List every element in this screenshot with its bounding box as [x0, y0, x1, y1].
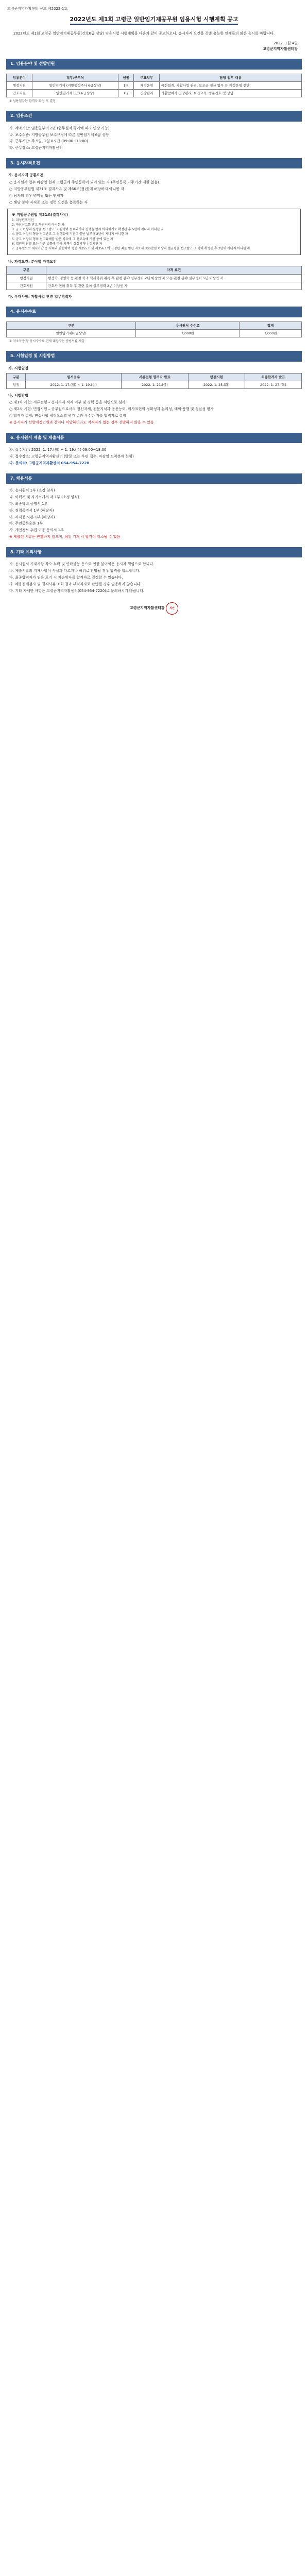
section-header-8: 8. 기타 유의사항 — [6, 547, 302, 557]
list-item: 3. 금고 이상의 실형을 선고받고 그 집행이 종료되거나 집행을 받지 아니하기로 확정된 후 5년이 지나지 아니한 자 — [12, 228, 164, 232]
documents-list — [6, 488, 302, 540]
disqualification-box: ※ 지방공무원법 제31조(결격사유) 1. 피성년후견인 2. 파산선고를 받고 복권되지 아니한 자 3. 금고 이상의 실형을 선고받고 그 집행이 종료되거나 집행을 받지 아니하기로 확정된 후 5년이 지나지 아니한 자 4. 금고 이상의 형을 선고받고 그 집행유예 기간이 끝난 날부터 2년이 지나지 아니한 자 5. 금고 이상의 형의 선고유예를 받은 경우에 그 선고유예 기간 중에 있는 자 6. 법원의 판결 또는 다른 법률에 따라 자격이 상실되거나 정지된 자 7. 공무원으로 재직기간 중 직무와 관련하여 형법 제355조 및 제356조에 규정된 죄를 범한 자로서 300만원 이상의 벌금형을 선고받고 그 형이 확정된 후 2년이 지나지 아니한 자 — [7, 209, 301, 255]
list-item: 2. 파산선고를 받고 복권되지 아니한 자 — [12, 223, 65, 227]
list-item: ○ 해당 분야 자격증 또는 경력 요건을 충족하는 자 — [9, 200, 88, 205]
table-header: 주요업무 — [134, 74, 160, 81]
list-item: 가. 접수기간: 2022. 1. 17.(월) ~ 1. 19.(수) 09:00~18:00 — [9, 448, 107, 452]
list-item: 마. 자격증 사본 1부 (해당자) — [9, 515, 55, 519]
list-item: 바. 주민등록초본 1부 — [9, 521, 43, 526]
list-item: 가. 응시원서 기재사항 착오·누락 및 연락불능 등으로 인한 불이익은 응시자 책임으로 합니다. — [9, 562, 155, 567]
list-item: 5. 금고 이상의 형의 선고유예를 받은 경우에 그 선고유예 기간 중에 있는 자 — [12, 237, 113, 241]
table-header: 면접시험 — [188, 373, 245, 381]
list-item: 다. 최종학력 증명서 1부 — [9, 501, 48, 506]
table-header: 인원 — [118, 74, 134, 81]
footer-signature — [6, 602, 302, 615]
list-item: ○ 지방공무원법 제31조 결격사유 및 제66조(정년)에 해당하지 아니한 자 — [9, 187, 124, 192]
list-item: 라. 근무장소: 고령군지역자활센터 — [9, 146, 63, 150]
list-item: 가. 응시원서 1부 (소정 양식) — [9, 488, 55, 493]
apply-list — [6, 447, 302, 466]
list-item: 가. 계약기간: 임용일부터 2년 (업무실적 평가에 따라 연장 가능) — [9, 126, 110, 130]
table-header: 담당 업무 내용 — [160, 74, 302, 81]
footer-agency: 고령군지역자활센터장 — [129, 605, 165, 610]
table-header: 구분 — [7, 321, 136, 329]
list-item: ○ 응시원서 접수 마감일 현재 고령군에 주민등록이 되어 있는 자 (주민등록 거주기간 제한 없음) — [9, 180, 159, 185]
list-item: 1. 피성년후견인 — [12, 218, 34, 222]
conditions-list — [6, 126, 302, 151]
table-note: ※ 임용일자는 합격자 확정 후 결정 — [9, 99, 56, 103]
table-row: 일정 2022. 1. 17.(월) ~ 1. 19.(수) 2022. 1. 21.(금) 2022. 1. 25.(화) 2022. 1. 27.(목) — [7, 381, 302, 388]
section-header-7: 7. 채용서류 — [6, 473, 302, 484]
section-header-1: 1. 임용분야 및 선발인원 — [6, 59, 302, 69]
list-item: 마. 기타 자세한 사항은 고령군지역자활센터(054-954-7220)로 문의하시기 바랍니다. — [9, 588, 145, 593]
list-item: 4. 금고 이상의 형을 선고받고 그 집행유예 기간이 끝난 날부터 2년이 지나지 아니한 자 — [12, 232, 128, 236]
notes-list — [6, 562, 302, 594]
subheading: 나. 자격요건: 분야별 자격요건 — [8, 259, 57, 264]
list-item: ○ 남자의 경우 병역필 또는 면제자 — [9, 193, 64, 198]
list-item: 나. 보수수준: 지방공무원 보수규정에 따른 일반임기제 6급 상당 — [9, 132, 109, 137]
list-item: 다. 최종합격자가 임용 포기 시 차순위자를 합격자로 결정할 수 있습니다. — [9, 575, 123, 580]
qualification-table — [6, 266, 302, 290]
list-item: 라. 경력증명서 1부 (해당자) — [9, 508, 54, 513]
list-item: 나. 접수장소: 고령군지역자활센터 (방문 또는 우편 접수, 마감일 도착분에 한함) — [9, 454, 134, 459]
lead-paragraph: 2022년도 제1회 고령군 일반임기제공무원(간호6급 상당) 임용시험 시행계획을 다음과 같이 공고하오니, 응시자격 요건을 갖춘 유능한 인재들의 많은 응시를 바랍니다. — [13, 31, 275, 36]
section-header-2: 2. 임용조건 — [6, 111, 302, 121]
document-title: 2022년도 제1회 고령군 일반임기제공무원 임용시험 시행계획 공고 — [6, 15, 302, 24]
fee-table — [6, 321, 302, 337]
notice-document — [6, 0, 302, 625]
table-header: 서류전형 합격자 발표 — [121, 373, 188, 381]
notice-date: 2022. 1월 4일 — [273, 41, 298, 45]
table-row: 간호지원 일반임기제 (간호6급상당) 1명 건강관리 자활참여자 건강관리, 보건교육, 방문간호 및 상담 — [7, 89, 302, 97]
list-item: 7. 공무원으로 재직기간 중 직무와 관련하여 형법 제355조 및 제356조에 규정된 죄를 범한 자로서 300만원 이상의 벌금형을 선고받고 그 형이 확정된 후 2년이 지나지 아니한 자 — [12, 247, 250, 251]
schedule-table — [6, 373, 302, 389]
table-header: 직무/근무처 — [32, 74, 118, 81]
section-header-5: 5. 시험일정 및 시험방법 — [6, 351, 302, 361]
table-header: 최종합격자 발표 — [245, 373, 301, 381]
issuing-agency: 고령군지역자활센터장 — [263, 46, 298, 51]
list-item: ○ 합격자 결정: 면접시험 평정요소별 평가 결과 우수한 자를 합격자로 결정 — [9, 414, 126, 418]
section-header-3: 3. 응시자격요건 — [6, 158, 302, 168]
table-header: 합계 — [239, 321, 302, 329]
list-item: 나. 제출서류의 기재사항이 사실과 다르거나 허위로 판명될 경우 합격을 취소합니다. — [9, 569, 141, 573]
table-row: 일반임기제(6급상당) 7,000원 7,000원 — [7, 329, 302, 337]
list-item: 다. 문의처: 고령군지역자활센터 054-954-7220 — [9, 461, 90, 465]
table-header: 구분 — [7, 373, 26, 381]
table-header: 임용분야 — [7, 74, 32, 81]
table-header: 자격 요건 — [46, 266, 302, 274]
method-list — [6, 400, 302, 425]
list-item: 라. 채용신체검사 및 결격사유 조회 결과 부적격자로 판명될 경우 임용하지 않습니다. — [9, 582, 142, 586]
recruit-table — [6, 74, 302, 97]
notice-number: 고령군지역자활센터 공고 제2022-1호 — [7, 7, 68, 11]
section-header-4: 4. 응시수수료 — [6, 307, 302, 317]
list-item: ※ 제출된 서류는 반환하지 않으며, 허위 기재 시 합격이 취소될 수 있음 — [9, 535, 121, 539]
qualification-list — [6, 180, 302, 205]
subheading: 나. 시험방법 — [8, 393, 28, 398]
list-item: ○ 제2차 시험: 면접시험 – 공무원으로서의 정신자세, 전문지식과 응용능력, 의사표현의 정확성과 논리성, 예의·품행 및 성실성 평가 — [9, 407, 214, 412]
subheading: 가. 응시자격 공통요건 — [8, 173, 44, 178]
list-item: ※ 응시자가 선발예정인원과 같거나 미달하더라도 적격자가 없는 경우 선발하지 않을 수 있음 — [9, 420, 154, 425]
subheading: 다. 우대사항: 자활사업 관련 업무경력자 — [8, 294, 72, 299]
table-header: 응시원서 수수료 — [136, 321, 239, 329]
list-item: 6. 법원의 판결 또는 다른 법률에 따라 자격이 상실되거나 정지된 자 — [12, 242, 102, 246]
table-header: 구분 — [7, 266, 46, 274]
section-header-6: 6. 응시원서 제출 및 제출서류 — [6, 433, 302, 443]
list-item: 다. 근무시간: 주 5일, 1일 8시간 (09:00~18:00) — [9, 139, 88, 144]
table-header: 원서접수 — [26, 373, 122, 381]
fee-note: ※ 저소득층 등 응시수수료 면제 대상자는 증빙서류 제출 — [9, 339, 84, 343]
list-item: 사. 개인정보 수집·이용 동의서 1부 — [9, 528, 64, 533]
subheading: 가. 시험일정 — [8, 366, 28, 370]
table-row: 간호지원 간호사 면허 취득 후 관련 분야 실무경력 2년 이상인 자 — [7, 282, 302, 290]
list-item: 나. 이력서 및 자기소개서 각 1부 (소정 양식) — [9, 495, 79, 500]
table-row: 행정지원 일반임기제 (지방행정주사 6급상당) 1명 재정운영 예산회계, 자활사업 관리, 보조금 정산 업무 등 재정운영 전반 — [7, 81, 302, 89]
table-row: 행정지원 행정학, 경영학 등 관련 학과 학사학위 취득 후 관련 분야 실무경력 2년 이상인 자 또는 관련 분야 실무경력 5년 이상인 자 — [7, 274, 302, 282]
official-seal: 직인 — [166, 602, 178, 615]
list-item: ○ 제1차 시험: 서류전형 – 응시자격 적격 여부 및 경력 등을 서면으로 심사 — [9, 400, 126, 405]
